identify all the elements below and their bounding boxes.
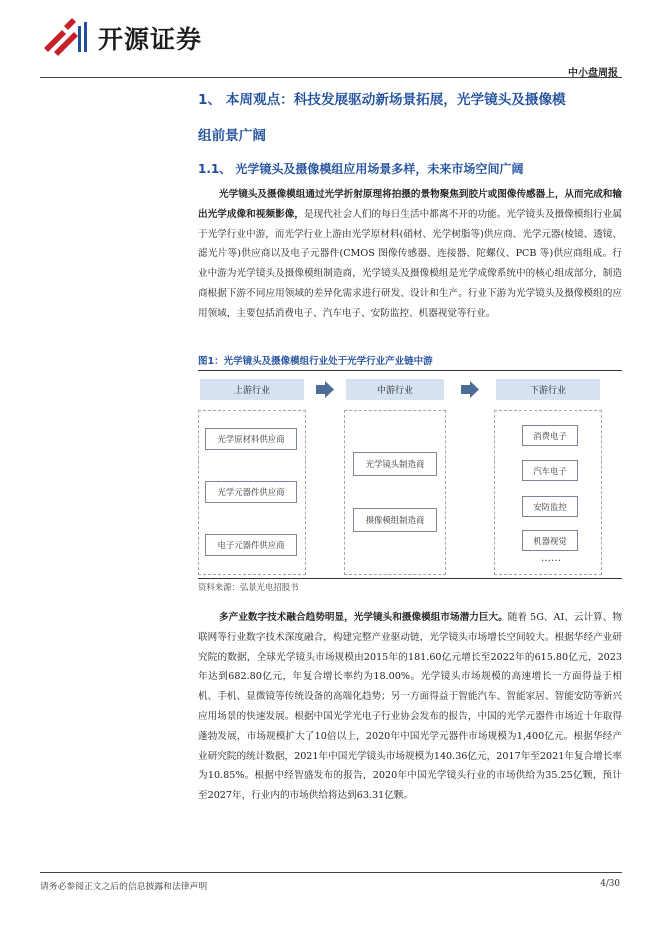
paragraph-2-body: 随着 5G、AI、云计算、物联网等行业数字技术深度融合，构建完整产业驱动链，光学镜头市场增长空间较大。根据华经产业研究院的数据，全球光学镜头市场规模由2015年的181.60亿元增长至2022年的615.80亿元，2023年达到682.80亿元，年复合增长率约为18.00%。光学镜头市场规模的高速增长一方面得益于相机、手机、显微镜等传统设备的高端化趋势；另一方面得益于智能汽车、智能家居、智能安防等新兴应用场景的快速发展。根据中国光学光电子行业协会发布的报告，中国的光学元器件市场近十年取得蓬勃发展，市场规模扩大了10倍以上，2020年中国光学元器件市场规模为1,400亿元。根据华经产业研究院的统计数据，2021年中国光学镜头市场规模为140.36亿元，2017年至2021年复合增长率为10.85%。根据中经智盛发布的报告，2020年中国光学镜头行业的市场供给为35.25亿颗，预计至2027年，行业内的市场供给将达到63.31亿颗。 (198, 612, 622, 802)
logo-mark-icon (40, 18, 92, 58)
figure-caption: 图1：光学镜头及摄像模组行业处于光学行业产业链中游 (198, 356, 433, 367)
downstream-item: 消费电子 (522, 425, 578, 446)
midstream-item: 摄像模组制造商 (353, 508, 437, 532)
company-logo (40, 18, 202, 58)
paragraph-1 (198, 185, 622, 324)
figure-top-rule (198, 370, 622, 371)
footer-divider (40, 872, 622, 873)
arrow-right-icon (316, 381, 334, 398)
midstream-panel (344, 410, 446, 575)
paragraph-1-lead: 光学镜头及摄像模组通过光学折射原理将拍摄的景物聚焦到胶片或图像传感器上，从而完成和输出光学成像和视频影像， (198, 189, 622, 220)
brand-name: 开源证券 (98, 25, 203, 54)
report-type: 中小盘周报 (568, 68, 618, 79)
figure-bottom-rule (198, 578, 622, 579)
footer-disclaimer: 请务必参阅正文之后的信息披露和法律声明 (40, 882, 208, 892)
figure-source: 资料来源：弘景光电招股书 (198, 582, 299, 592)
section-title-line2: 组前景广阔 (198, 128, 266, 144)
section-subtitle: 1.1、 光学镜头及摄像模组应用场景多样，未来市场空间广阔 (198, 162, 524, 176)
downstream-more: …… (541, 553, 561, 564)
downstream-item: 汽车电子 (522, 460, 578, 481)
header-divider (40, 77, 622, 78)
downstream-item: 安防监控 (522, 496, 578, 517)
upstream-header: 上游行业 (200, 379, 304, 400)
upstream-item: 光学元器件供应商 (205, 481, 297, 503)
paragraph-1-body: 是现代社会人们的每日生活中都离不开的功能。光学镜头及摄像模组行业属于光学行业中游，而光学行业上游由光学原材料(硝材、光学树脂等)供应商、光学元器(棱镜、透镜、滤光片等)供应商以及电子元器件(CMOS 图像传感器、连接器、陀螺仪、PCB 等)供应商组成。行业中游为光学镜头及摄像模组制造商，光学镜头及摄像模组是光学成像系统中的核心组成部分，制造商根据下游不同应用领域的差异化需求进行研发、设计和生产。行业下游为光学镜头及摄像模组的应用领域，主要包括消费电子、汽车电子、安防监控、机器视觉等行业。 (198, 208, 623, 319)
upstream-item: 电子元器件供应商 (205, 534, 297, 556)
page-number: 4/30 (600, 879, 620, 889)
downstream-item: 机器视觉 (522, 530, 578, 551)
paragraph-2 (198, 608, 622, 806)
paragraph-2-lead: 多产业数字技术融合趋势明显，光学镜头和摄像模组市场潜力巨大。 (219, 612, 508, 623)
upstream-item: 光学原材料供应商 (205, 428, 297, 450)
midstream-item: 光学镜头制造商 (353, 452, 437, 476)
section-title-line1: 1、 本周观点：科技发展驱动新场景拓展，光学镜头及摄像模 (198, 92, 566, 108)
arrow-right-icon (461, 381, 479, 398)
midstream-header: 中游行业 (346, 379, 444, 400)
downstream-header: 下游行业 (496, 379, 600, 400)
